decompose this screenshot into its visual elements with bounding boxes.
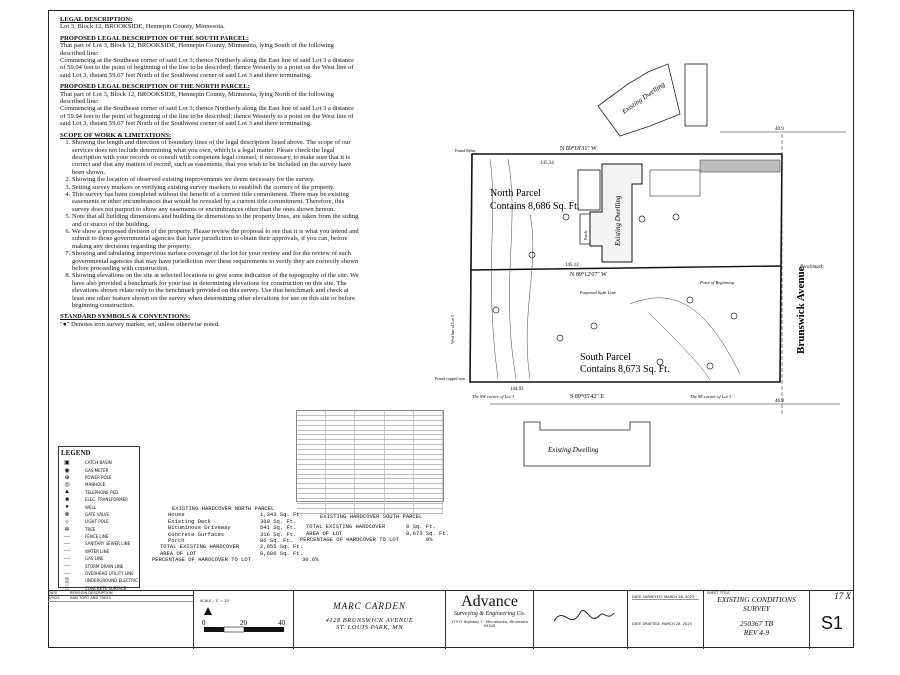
scope-heading: SCOPE OF WORK & LIMITATIONS:: [60, 131, 172, 139]
underground-electric-icon: ▒: [64, 577, 70, 584]
scope-item: 6. We show a proposed division of the property. Please review the proposal to see that it is what you intend and submit to those governmental agencies that have jurisdiction to obtain their approvals, if you can, before making any decisions regarding the property.: [72, 228, 360, 250]
legal-text: Lot 3, Block 12, BROOKSIDE, Hennepin County, Minnesota.: [60, 23, 225, 31]
revision-number: REV 4-9: [743, 628, 770, 638]
manhole-icon: ◎: [64, 482, 70, 489]
north-parcel-area: Contains 8,686 Sq. Ft.: [490, 201, 580, 212]
concrete-surface: [650, 170, 700, 196]
telephone-icon: ▲: [64, 489, 70, 496]
found-marker-label: Found Rebar: [455, 148, 476, 153]
tree-icon: [687, 297, 693, 303]
transformer-icon: ■: [65, 496, 69, 503]
hardcover-south-title: EXISTING HARDCOVER SOUTH PARCEL: [320, 513, 423, 520]
scope-item: 7. Showing and tabulating impervious surface coverage of the lot for your review and for the review of such governmental agencies that may have jurisdiction over these requirements to verify they are correctly shown before proceeding with construction.: [72, 250, 360, 272]
bearing-top: N 89°18'31" W: [560, 146, 597, 152]
south-heading: PROPOSED LEGAL DESCRIPTION OF THE SOUTH PARCEL:: [60, 34, 249, 42]
hardcover-area: AREA OF LOT 8,673 Sq. Ft.: [306, 529, 449, 537]
hardcover-row: Bituminous Driveway 541 Sq. Ft.: [168, 524, 297, 532]
tree-icon: [563, 214, 569, 220]
south-parcel-area: Contains 8,673 Sq. Ft.: [580, 364, 670, 375]
svg-text:0: 0: [202, 619, 206, 627]
existing-dwelling-top: [598, 64, 680, 136]
concrete-surface-icon: ░: [64, 585, 70, 592]
legend-item: ◎ MANHOLE: [64, 482, 106, 489]
existing-dwelling-bottom: [520, 420, 660, 470]
north-parcel-label: North Parcel: [490, 188, 541, 199]
symbols-heading: STANDARD SYMBOLS & CONVENTIONS:: [60, 313, 191, 321]
hardcover-row: House 1,343 Sq. Ft.: [168, 511, 303, 519]
legend-item: ■ ELEC. TRANSFORMER: [59, 496, 139, 503]
benchmark-label: Benchmark:: [800, 265, 825, 270]
north-text-2: Commencing at the Southeast corner of said Lot 3; thence Northerly along the East line of said Lot 3 a distance of 59.94 feet to the point of beginning of the line to be described; thence Westerly to a point on the West line of said Lot 3, distant 59.67 feet North of the Southwest corner of said Lot 3 and there terminating.: [60, 105, 355, 128]
existing-dwelling-top-label: Existing Dwelling: [620, 80, 667, 116]
legend-item: — STORM DRAIN LINE: [64, 563, 124, 570]
company-logo: Advance: [461, 593, 518, 610]
existing-dwelling-bottom-label: Existing Dwelling: [548, 446, 599, 454]
legend-item: ⊗ GATE VALVE: [64, 511, 110, 518]
proposed-split-label: Proposed Split Line: [580, 290, 616, 295]
porch-label: Porch: [583, 230, 588, 240]
tree-table: [296, 410, 444, 502]
bearing-bottom: S 89°05'42" E: [570, 394, 604, 400]
client-cell: [294, 591, 446, 649]
certification-cell: [534, 591, 628, 649]
hardcover-north-title: EXISTING HARDCOVER NORTH PARCEL: [172, 505, 275, 512]
legend: [58, 446, 140, 592]
hardcover-row: Existing Deck 369 Sq. Ft.: [168, 517, 297, 525]
tree-icon: [707, 363, 713, 369]
tree-icon: ✲: [64, 526, 70, 533]
legend-item: — OVERHEAD UTILITY LINE: [64, 570, 134, 577]
legend-item: ▣ CATCH BASIN: [64, 460, 112, 467]
scope-item: 2. Showing the location of observed existing improvements we deem necessary for the survey.: [72, 176, 360, 183]
scope-list: [60, 139, 360, 309]
dim-40-9: 40.9: [775, 127, 784, 132]
tree-icon: [557, 335, 563, 341]
scope-item: 1. Showing the length and direction of boundary lines of the legal description listed above. The scope of our services does not include determining what you own, which is a legal matter. Please check the legal description with your records or consult with competent legal counsel, if necessary, to make sure that it is correct and that any matters of record, such as easements, that you wish to be included on the survey have been shown.: [72, 139, 360, 176]
signature: [534, 591, 628, 649]
drawing-number: 250367 TB: [739, 619, 774, 629]
catch-basin-icon: ▣: [64, 460, 70, 467]
date-surveyed: DATE SURVEYED: MARCH 26, 2025: [632, 595, 699, 600]
legend-item: — WATER LINE: [64, 548, 110, 555]
top-garage: [685, 64, 707, 126]
sheet-title-1: EXISTING CONDITIONS: [717, 595, 796, 605]
bearing-mid: N 89°12'07" W: [570, 272, 607, 278]
well-icon: ●: [65, 504, 69, 511]
title-block: [48, 590, 854, 649]
north-arrow-icon: [204, 607, 212, 615]
hardcover-pct: PERCENTAGE OF HARDCOVER TO LOT 0%: [300, 536, 433, 544]
se-corner-label: The SE corner of Lot 3: [690, 394, 732, 399]
south-text-2: Commencing at the Southeast corner of said Lot 3; thence Northerly along the East line of said Lot 3 a distance of 59.94 feet to the point of beginning of the line to be described; thence Westerly to a point on the West line of said Lot 3, distant 59.67 feet North of the Southwest corner of said Lot 3 and there terminating.: [60, 57, 355, 79]
legend-item: — FENCE LINE: [64, 533, 109, 540]
overhead-utility-icon: —: [64, 570, 70, 577]
address-2: ST. LOUIS PARK, MN: [335, 624, 404, 631]
tree-icon: [639, 216, 645, 222]
scale-text: SCALE - 1" = 20': [200, 599, 230, 603]
driveway: [700, 160, 780, 172]
storm-drain-icon: —: [64, 563, 70, 570]
legend-item: — SANITARY SEWER LINE: [64, 540, 131, 547]
client-name: MARC CARDEN: [333, 601, 406, 611]
hardcover-area: AREA OF LOT 8,686 Sq. Ft.: [160, 549, 303, 557]
found-capped-label: Found capped iron: [435, 376, 465, 381]
north-heading: PROPOSED LEGAL DESCRIPTION OF THE NORTH PARCEL:: [60, 83, 250, 91]
street-label: Brunswick Avenue: [795, 266, 807, 354]
deck: [578, 170, 600, 210]
legend-title: LEGEND: [61, 449, 91, 457]
notes-column: [60, 16, 360, 328]
hardcover-total: TOTAL EXISTING HARDCOVER 0 Sq. Ft.: [306, 523, 436, 531]
tree-icon: [731, 313, 737, 319]
company-cell: [446, 591, 534, 649]
existing-dwelling-mid-label: Existing Dwelling: [614, 195, 622, 246]
legend-item: ◉ GAS METER: [64, 467, 109, 474]
light-pole-icon: ☼: [64, 518, 70, 525]
tree-icon: [673, 214, 679, 220]
north-text: That part of Lot 3, Block 12, BROOKSIDE, Hennepin County, Minnesota, lying North of the following described line:: [60, 90, 334, 106]
revision-cell: DATE REVISION DESCRIPTION 4/9/25 ADD TOPO AND TREES: [48, 591, 194, 649]
legend-item: — GAS LINE: [64, 555, 104, 562]
gas-line-icon: —: [64, 555, 70, 562]
point-of-beginning: Point of Beginning: [700, 280, 734, 285]
company-address: 17917 Highway 7 · Minnetonka, Minnesota 55345: [451, 620, 528, 629]
gate-valve-icon: ⊗: [64, 511, 70, 518]
scope-item: 5. Note that all building dimensions and building tie dimensions to the property lines, are taken from the siding and or stucco of the building.: [72, 213, 360, 228]
scale-bar: [194, 605, 294, 645]
hardcover-south: [300, 514, 449, 544]
fence-line-icon: —: [64, 533, 70, 540]
scope-item: 8. Showing elevations on the site at selected locations to give some indication of the topography of the site. We have also provided a benchmark for your use in determining elevations for construction on this site. The elevations shown relate only to the benchmark provided on this survey. Use that benchmark and check at least one other feature shown on the survey when determining other elevations for use on this site or before beginning construction.: [72, 272, 360, 309]
legal-heading: LEGAL DESCRIPTION:: [60, 16, 133, 23]
sewer-line-icon: —: [64, 540, 70, 547]
dates-cell: [628, 591, 704, 649]
scope-item: 4. This survey has been completed without the benefit of a current title commitment. There may be existing easements or other encumbrances that would be revealed by a current title commitment. Therefore, this survey does not purport to show any easements or encumbrances other than the ones shown hereon.: [72, 191, 360, 213]
sw-corner-label: The SW corner of Lot 3: [472, 394, 515, 399]
legend-item: ⊕ POWER POLE: [64, 474, 112, 481]
proposed-split-line: [470, 266, 781, 270]
tree-icon: [529, 252, 535, 258]
hardcover-total: TOTAL EXISTING HARDCOVER 2,655 Sq. Ft.: [160, 543, 303, 551]
sheet-size: 17 X: [834, 591, 851, 601]
distance-mid: 145.12: [565, 263, 579, 268]
legend-item: ● WELL: [59, 503, 139, 510]
scope-item: 3. Setting survey markers or verifying existing survey markers to establish the corners of the property.: [72, 184, 360, 191]
hardcover-pct: PERCENTAGE OF HARDCOVER TO LOT 30.6%: [152, 556, 319, 564]
tree-icon: [591, 323, 597, 329]
svg-text:20: 20: [240, 619, 247, 627]
company-sub: Surveying & Engineering Co.: [453, 611, 526, 617]
legend-item: ✲ TREE: [64, 526, 96, 533]
address-1: 4128 BRUNSWICK AVENUE: [325, 617, 414, 624]
gas-meter-icon: ◉: [64, 467, 70, 474]
sheet-title-2: SURVEY: [743, 604, 770, 614]
power-pole-icon: ⊕: [64, 474, 70, 481]
distance-top: 145.34: [540, 161, 554, 166]
symbols-text: "●" Denotes iron survey marker, set, unless otherwise noted.: [60, 320, 220, 328]
hardcover-row: Concrete Surfaces 316 Sq. Ft.: [168, 530, 297, 538]
hardcover-north: [152, 506, 319, 564]
legend-item: ░ CONCRETE SURFACE: [64, 585, 127, 592]
tree-icon: [493, 307, 499, 313]
sheet-number: S1: [820, 613, 844, 633]
distance-bottom: 144.91: [510, 387, 524, 392]
south-text: That part of Lot 3, Block 12, BROOKSIDE, Hennepin County, Minnesota, lying South of the following described line:: [60, 42, 334, 57]
dim-46-9: 46.9: [775, 399, 784, 404]
existing-dwelling-mid: [580, 164, 642, 262]
survey-map: [380, 14, 850, 414]
south-parcel-label: South Parcel: [580, 352, 631, 363]
date-drafted: DATE DRAFTED: MARCH 28, 2025: [632, 622, 692, 627]
legend-item: ☼ LIGHT POLE: [64, 518, 109, 525]
legend-item: ▲ TELEPHONE PED.: [64, 489, 120, 496]
scale-cell: [194, 591, 294, 649]
water-line-icon: —: [64, 548, 70, 555]
sheet-title-cell: SHEET TITLE EXISTING CONDITIONS SURVEY 250367 TB REV 4-9: [704, 591, 810, 649]
svg-text:40: 40: [278, 619, 285, 627]
sheet-number-cell: [810, 591, 854, 649]
hardcover-row: Porch 86 Sq. Ft.: [168, 537, 294, 545]
west-line-label: West line of Lot 3: [450, 315, 455, 344]
legend-item: ▒ UNDERGROUND ELECTRIC: [64, 577, 138, 584]
